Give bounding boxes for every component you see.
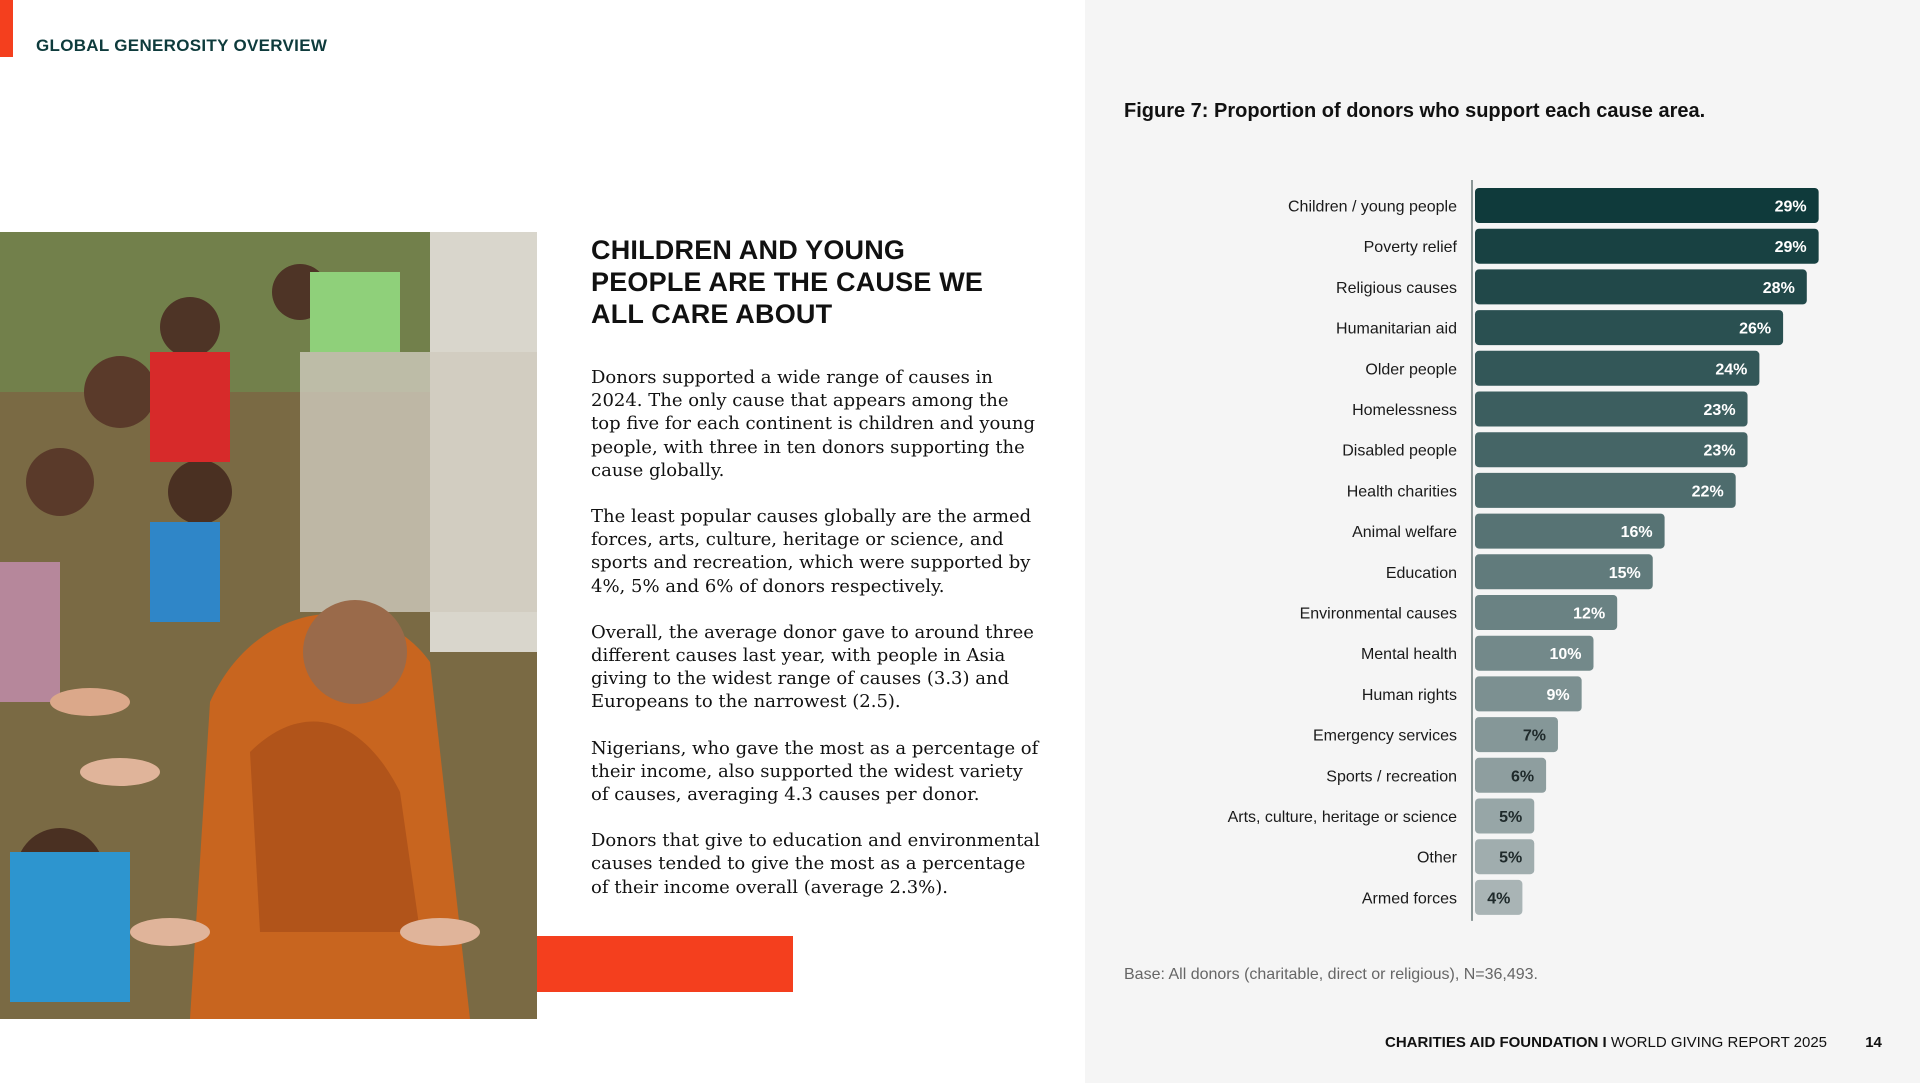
data-label: 29% (1774, 239, 1807, 257)
red-accent-block (537, 936, 793, 992)
data-label: 26% (1739, 320, 1772, 338)
category-label: Children / young people (1287, 198, 1457, 216)
category-label: Disabled people (1342, 442, 1457, 460)
body-paragraph: Nigerians, who gave the most as a percentage of their income, also supported the widest variety of causes, averaging 4.3 causes per donor. (591, 737, 1039, 806)
data-label: 10% (1549, 646, 1582, 664)
footer (1385, 1034, 1882, 1051)
figure-title: Figure 7: Proportion of donors who support each cause area. (1124, 100, 1706, 122)
category-label: Sports / recreation (1326, 768, 1457, 786)
category-label: Older people (1365, 361, 1457, 379)
data-label: 4% (1487, 890, 1511, 908)
category-label: Poverty relief (1363, 239, 1457, 257)
data-label: 6% (1510, 768, 1535, 786)
category-label: Other (1416, 849, 1457, 867)
data-label: 23% (1703, 402, 1736, 419)
bar (1475, 310, 1783, 345)
bar (1475, 229, 1819, 264)
category-label: Human rights (1361, 686, 1457, 704)
bar (1475, 269, 1807, 304)
data-label: 5% (1499, 809, 1523, 826)
data-label: 22% (1691, 483, 1724, 501)
footer-report: WORLD GIVING REPORT 2025 (1610, 1034, 1828, 1051)
footer-org: CHARITIES AID FOUNDATION (1385, 1034, 1599, 1051)
data-label: 29% (1774, 198, 1807, 216)
category-label: Animal welfare (1352, 524, 1457, 542)
data-label: 16% (1620, 524, 1653, 542)
category-label: Health charities (1346, 483, 1457, 501)
footer-separator: I (1602, 1034, 1607, 1051)
data-label: 9% (1546, 686, 1570, 704)
data-label: 5% (1499, 849, 1523, 867)
category-label: Religious causes (1336, 279, 1457, 297)
accent-tab (0, 0, 13, 57)
category-label: Environmental causes (1299, 605, 1457, 623)
data-label: 15% (1608, 564, 1641, 582)
photo-illustration (0, 232, 537, 1019)
article-body (591, 366, 1041, 922)
body-paragraph: Donors supported a wide range of causes in 2024. The only cause that appears among the top five for each continent is children and young people, with three in ten donors supporting the cause globally. (591, 367, 1036, 481)
body-paragraph: The least popular causes globally are the armed forces, arts, culture, heritage or science, and sports and recreation, which were supported by 4%, 5% and 6% of donors respectively. (591, 506, 1032, 597)
section-label: GLOBAL GENEROSITY OVERVIEW (36, 36, 328, 55)
body-paragraph: Donors that give to education and environmental causes tended to give the most as a percentage of their income overall (average 2.3%). (591, 830, 1040, 898)
body-paragraph: Overall, the average donor gave to around three different causes last year, with people in Asia giving to the widest range of causes (3.3) and Europeans to the narrowest (2.5). (591, 621, 1034, 713)
page-number: 14 (1865, 1034, 1882, 1051)
data-label: 28% (1762, 279, 1795, 297)
bar-chart (1085, 0, 1920, 940)
category-label: Arts, culture, heritage or science (1227, 809, 1457, 826)
category-label: Mental health (1360, 646, 1457, 664)
category-label: Homelessness (1352, 402, 1457, 419)
data-label: 7% (1522, 727, 1546, 745)
photo-monk-with-children (0, 232, 537, 1019)
data-label: 23% (1703, 442, 1736, 460)
data-label: 24% (1715, 361, 1748, 379)
bar (1475, 188, 1819, 223)
article-headline: CHILDREN AND YOUNG PEOPLE ARE THE CAUSE WE ALL CARE ABOUT (591, 235, 984, 329)
category-label: Humanitarian aid (1336, 320, 1457, 338)
category-label: Armed forces (1361, 890, 1457, 908)
category-label: Education (1385, 564, 1457, 582)
category-label: Emergency services (1312, 727, 1457, 745)
chart-base-note: Base: All donors (charitable, direct or religious), N=36,493. (1124, 966, 1538, 983)
data-label: 12% (1573, 605, 1606, 623)
